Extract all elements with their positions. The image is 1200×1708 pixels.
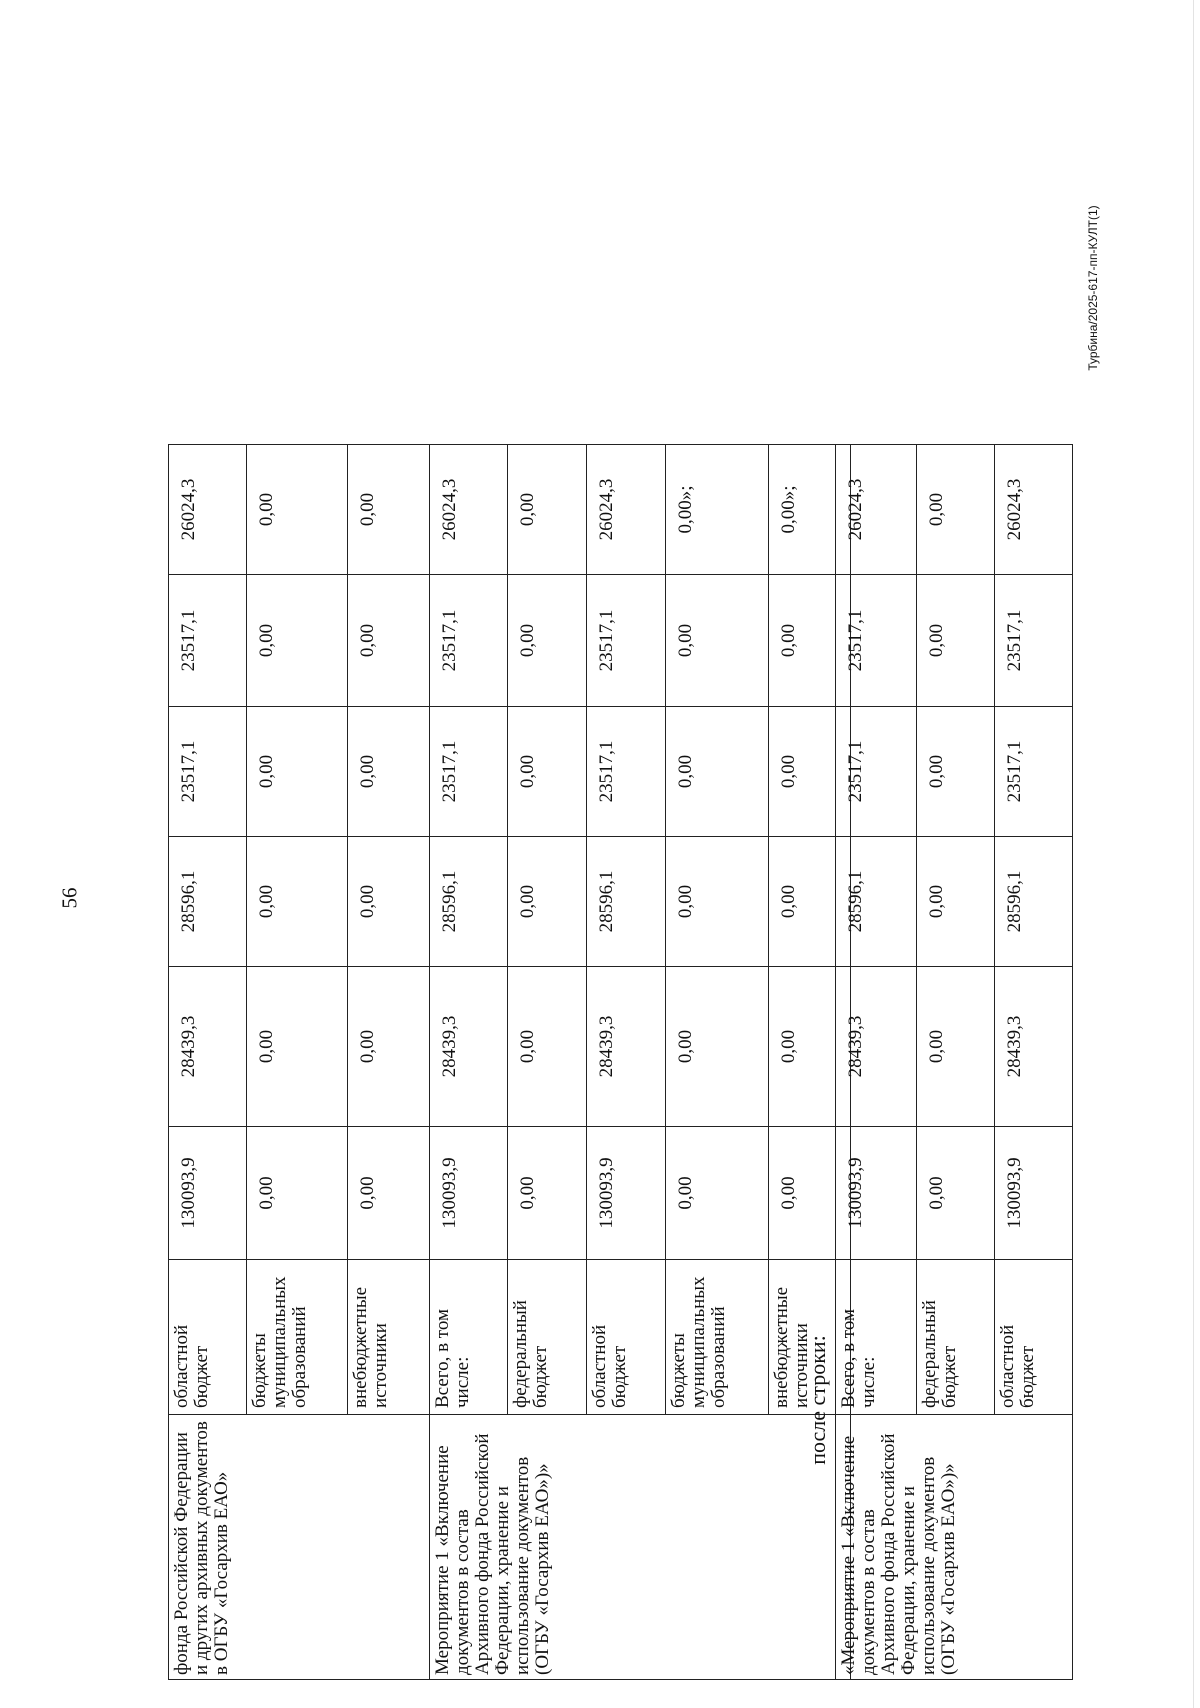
value-cell: 130093,9 (836, 1127, 917, 1260)
value-cell: 28439,3 (836, 967, 917, 1127)
value-cell: 23517,1 (430, 707, 508, 837)
value-cell: 130093,9 (995, 1127, 1073, 1260)
value-cell: 28439,3 (995, 967, 1073, 1127)
after-row-label: после строки: (805, 1335, 830, 1465)
value-cell: 0,00 (917, 967, 995, 1127)
value-cell: 0,00 (508, 837, 587, 967)
value-cell: 0,00 (348, 1127, 430, 1260)
document-code: Турбина/2025-617-пп-КУЛТ(1) (1086, 205, 1100, 371)
bottom-table-wrapper (835, 155, 1051, 1680)
value-cell: 26024,3 (836, 445, 917, 575)
table-row (169, 445, 247, 1680)
value-cell: 0,00 (666, 707, 769, 837)
value-cell: 0,00 (247, 837, 348, 967)
value-cell: 23517,1 (995, 707, 1073, 837)
value-cell: 0,00 (508, 707, 587, 837)
value-cell: 28596,1 (169, 837, 247, 967)
value-cell: 0,00 (917, 445, 995, 575)
activity-description: фонда Российской Федерации и других архивных документов в ОГБУ «Госархив ЕАО» (169, 1415, 430, 1680)
value-cell: 0,00 (247, 445, 348, 575)
funding-source: бюджеты муниципальных образований (247, 1260, 348, 1415)
value-cell: 130093,9 (430, 1127, 508, 1260)
value-cell: 0,00»; (769, 445, 851, 575)
value-cell: 0,00 (917, 1127, 995, 1260)
page-number: 56 (57, 887, 82, 909)
value-cell: 0,00 (666, 1127, 769, 1260)
value-cell: 26024,3 (587, 445, 666, 575)
value-cell: 0,00 (917, 837, 995, 967)
value-cell: 28596,1 (430, 837, 508, 967)
funding-source: областной бюджет (587, 1260, 666, 1415)
value-cell: 0,00 (247, 707, 348, 837)
value-cell: 26024,3 (995, 445, 1073, 575)
value-cell: 0,00 (247, 1127, 348, 1260)
funding-source: областной бюджет (169, 1260, 247, 1415)
funding-source: бюджеты муниципальных образований (666, 1260, 769, 1415)
budget-table-top (168, 444, 851, 1680)
value-cell: 26024,3 (169, 445, 247, 575)
value-cell: 0,00 (769, 967, 851, 1127)
activity-description: «Мероприятие 1 «Включение документов в состав Архивного фонда Российской Федерации, хранение и использование документов (ОГБУ «Госархив ЕАО»)» (836, 1415, 1073, 1680)
value-cell: 0,00 (348, 967, 430, 1127)
value-cell: 28596,1 (836, 837, 917, 967)
value-cell: 23517,1 (995, 575, 1073, 707)
value-cell: 23517,1 (836, 707, 917, 837)
value-cell: 0,00 (769, 1127, 851, 1260)
page-edge-line (1193, 0, 1194, 1708)
value-cell: 130093,9 (587, 1127, 666, 1260)
value-cell: 23517,1 (587, 707, 666, 837)
value-cell: 23517,1 (430, 575, 508, 707)
value-cell: 0,00 (769, 575, 851, 707)
value-cell: 0,00 (348, 707, 430, 837)
value-cell: 0,00 (348, 575, 430, 707)
value-cell: 0,00 (508, 1127, 587, 1260)
value-cell: 0,00 (769, 837, 851, 967)
value-cell: 0,00 (666, 837, 769, 967)
value-cell: 0,00 (348, 445, 430, 575)
value-cell: 28596,1 (995, 837, 1073, 967)
value-cell: 28596,1 (587, 837, 666, 967)
funding-source: Всего, в том числе: (430, 1260, 508, 1415)
activity-description: Мероприятие 1 «Включение документов в состав Архивного фонда Российской Федерации, хранение и использование документов (ОГБУ «Госархив ЕАО»)» (430, 1415, 851, 1680)
value-cell: 0,00 (666, 967, 769, 1127)
value-cell: 26024,3 (430, 445, 508, 575)
value-cell: 130093,9 (169, 1127, 247, 1260)
value-cell: 0,00 (917, 575, 995, 707)
value-cell: 28439,3 (430, 967, 508, 1127)
table-row (836, 445, 917, 1680)
value-cell: 0,00 (247, 967, 348, 1127)
value-cell: 0,00 (508, 575, 587, 707)
value-cell: 23517,1 (169, 707, 247, 837)
value-cell: 23517,1 (587, 575, 666, 707)
value-cell: 0,00 (917, 707, 995, 837)
value-cell: 28439,3 (587, 967, 666, 1127)
top-table-wrapper (168, 155, 812, 1680)
funding-source: областной бюджет (995, 1260, 1073, 1415)
value-cell: 0,00 (769, 707, 851, 837)
funding-source: внебюджетные источники (769, 1260, 851, 1415)
value-cell: 23517,1 (169, 575, 247, 707)
funding-source: внебюджетные источники (348, 1260, 430, 1415)
value-cell: 28439,3 (169, 967, 247, 1127)
funding-source: Всего, в том числе: (836, 1260, 917, 1415)
value-cell: 0,00 (508, 445, 587, 575)
funding-source: федеральный бюджет (917, 1260, 995, 1415)
value-cell: 0,00 (247, 575, 348, 707)
funding-source: федеральный бюджет (508, 1260, 587, 1415)
budget-table-bottom (835, 444, 1073, 1680)
table-row (430, 445, 508, 1680)
value-cell: 0,00 (508, 967, 587, 1127)
value-cell: 0,00»; (666, 445, 769, 575)
value-cell: 0,00 (666, 575, 769, 707)
value-cell: 23517,1 (836, 575, 917, 707)
value-cell: 0,00 (348, 837, 430, 967)
